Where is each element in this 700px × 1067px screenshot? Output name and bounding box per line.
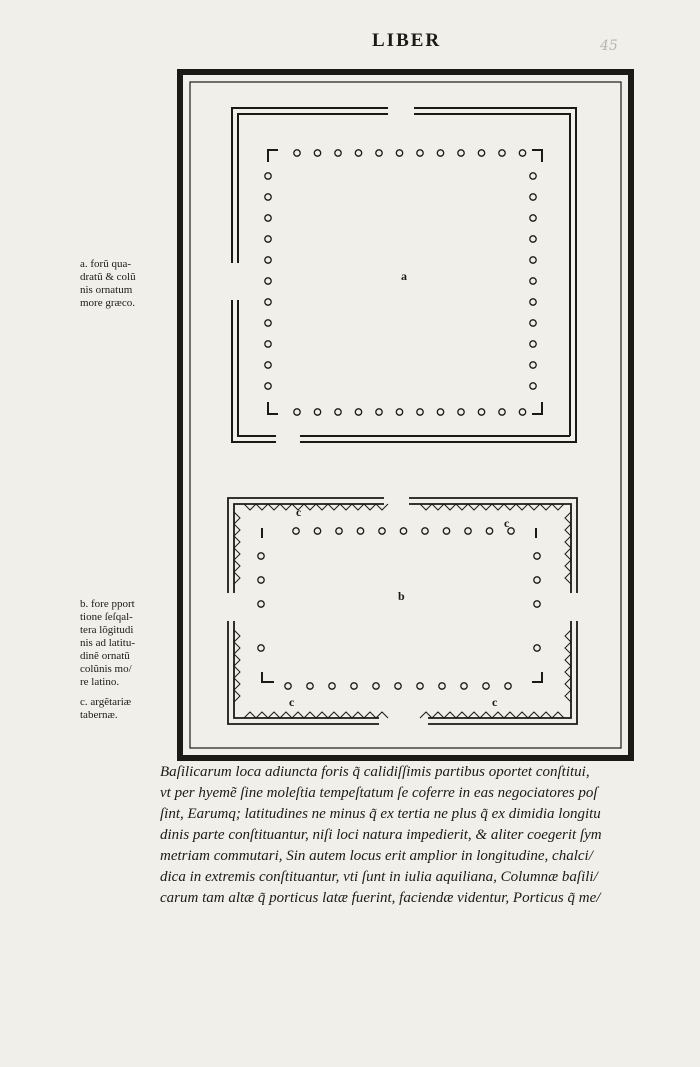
column bbox=[458, 409, 464, 415]
column bbox=[265, 320, 271, 326]
margin-note-line: a. forũ qua- bbox=[80, 258, 132, 270]
basilica-walls bbox=[228, 498, 577, 724]
column bbox=[373, 683, 379, 689]
column bbox=[534, 645, 540, 651]
column bbox=[437, 409, 443, 415]
inner-frame bbox=[190, 82, 621, 748]
column bbox=[417, 150, 423, 156]
column bbox=[530, 278, 536, 284]
column bbox=[265, 194, 271, 200]
column bbox=[530, 383, 536, 389]
column bbox=[293, 528, 299, 534]
text-line: dinis parte conſtituantur, niſi loci natura impedierit, & aliter coegerit ſym bbox=[160, 827, 602, 843]
text-line: metriam commutari, Sin autem locus erit amplior in longitudine, chalci/ bbox=[160, 848, 593, 864]
column bbox=[351, 683, 357, 689]
text-line: carum tam altæ q̃ porticus latæ fuerint, faciendæ videntur, Porticus q̃ me/ bbox=[160, 890, 601, 906]
column bbox=[530, 173, 536, 179]
column bbox=[437, 150, 443, 156]
column bbox=[355, 409, 361, 415]
column bbox=[530, 362, 536, 368]
column bbox=[376, 150, 382, 156]
margin-note-line: tione ſeſqal- bbox=[80, 611, 133, 623]
column bbox=[400, 528, 406, 534]
column bbox=[294, 409, 300, 415]
column bbox=[486, 528, 492, 534]
column bbox=[265, 341, 271, 347]
column bbox=[465, 528, 471, 534]
column bbox=[335, 409, 341, 415]
column bbox=[314, 528, 320, 534]
body-text bbox=[160, 762, 660, 909]
column bbox=[443, 528, 449, 534]
column bbox=[395, 683, 401, 689]
folio-number: 45 bbox=[600, 38, 618, 54]
column bbox=[396, 150, 402, 156]
column bbox=[519, 409, 525, 415]
margin-note-line: dratũ & colũ bbox=[80, 271, 136, 283]
column bbox=[417, 683, 423, 689]
column bbox=[396, 409, 402, 415]
column bbox=[258, 553, 264, 559]
text-line: ſint, Earumq; latitudines ne minus q̃ ex tertia ne plus q̃ ex dimidia longitu bbox=[160, 806, 601, 822]
column bbox=[314, 150, 320, 156]
column bbox=[530, 257, 536, 263]
column bbox=[530, 194, 536, 200]
plan-label-c: c bbox=[289, 695, 295, 709]
column bbox=[530, 236, 536, 242]
column bbox=[258, 577, 264, 583]
column bbox=[329, 683, 335, 689]
plan-label-c: c bbox=[504, 516, 510, 530]
column bbox=[478, 409, 484, 415]
column bbox=[357, 528, 363, 534]
plan-label-c: c bbox=[492, 695, 498, 709]
column-group bbox=[258, 150, 540, 689]
column bbox=[461, 683, 467, 689]
margin-note-line: re latino. bbox=[80, 676, 120, 688]
margin-note-line: nis ornatum bbox=[80, 284, 133, 296]
plan-label-c: c bbox=[296, 505, 302, 519]
column bbox=[314, 409, 320, 415]
column bbox=[483, 683, 489, 689]
column bbox=[355, 150, 361, 156]
text-line: vt per hyemẽ ſine moleſtia tempeſtatum ſe coferre in eas negociatores poſ bbox=[160, 785, 598, 801]
column bbox=[376, 409, 382, 415]
margin-note-line: nis ad latitu- bbox=[80, 637, 135, 649]
column bbox=[265, 278, 271, 284]
column bbox=[458, 150, 464, 156]
column bbox=[534, 553, 540, 559]
column bbox=[265, 173, 271, 179]
column bbox=[265, 236, 271, 242]
text-line: dica in extremis conſtituantur, vti ſunt in iulia aquiliana, Columnæ baſili/ bbox=[160, 869, 598, 885]
margin-note-line: tabernæ. bbox=[80, 709, 118, 721]
column bbox=[285, 683, 291, 689]
column bbox=[265, 383, 271, 389]
margin-note-line: c. argẽtariæ bbox=[80, 696, 132, 708]
outer-frame bbox=[180, 72, 631, 758]
margin-note-line: colũnis mo/ bbox=[80, 663, 132, 675]
column bbox=[519, 150, 525, 156]
column bbox=[294, 150, 300, 156]
column bbox=[265, 257, 271, 263]
column bbox=[499, 150, 505, 156]
column bbox=[336, 528, 342, 534]
column bbox=[258, 645, 264, 651]
text-line: Baſilicarum loca adiuncta foris q̃ calidiſſimis partibus oportet conſtitui, bbox=[160, 764, 590, 780]
column bbox=[417, 409, 423, 415]
column bbox=[265, 362, 271, 368]
margin-note-line: dinẽ ornatũ bbox=[80, 650, 130, 662]
plan-label-b: b bbox=[398, 589, 405, 603]
column bbox=[530, 299, 536, 305]
column bbox=[258, 601, 264, 607]
column bbox=[530, 341, 536, 347]
margin-note-line: tera lõgitudi bbox=[80, 624, 134, 636]
column bbox=[307, 683, 313, 689]
column bbox=[422, 528, 428, 534]
margin-note-line: more græco. bbox=[80, 297, 135, 309]
column bbox=[505, 683, 511, 689]
column bbox=[530, 320, 536, 326]
running-title: LIBER bbox=[372, 30, 442, 51]
column bbox=[530, 215, 536, 221]
plan-label-a: a bbox=[401, 269, 407, 283]
column bbox=[265, 299, 271, 305]
column bbox=[478, 150, 484, 156]
column bbox=[534, 577, 540, 583]
column bbox=[534, 601, 540, 607]
column bbox=[499, 409, 505, 415]
column bbox=[265, 215, 271, 221]
column bbox=[335, 150, 341, 156]
column bbox=[439, 683, 445, 689]
margin-note-line: b. fore pport bbox=[80, 598, 135, 610]
column bbox=[379, 528, 385, 534]
